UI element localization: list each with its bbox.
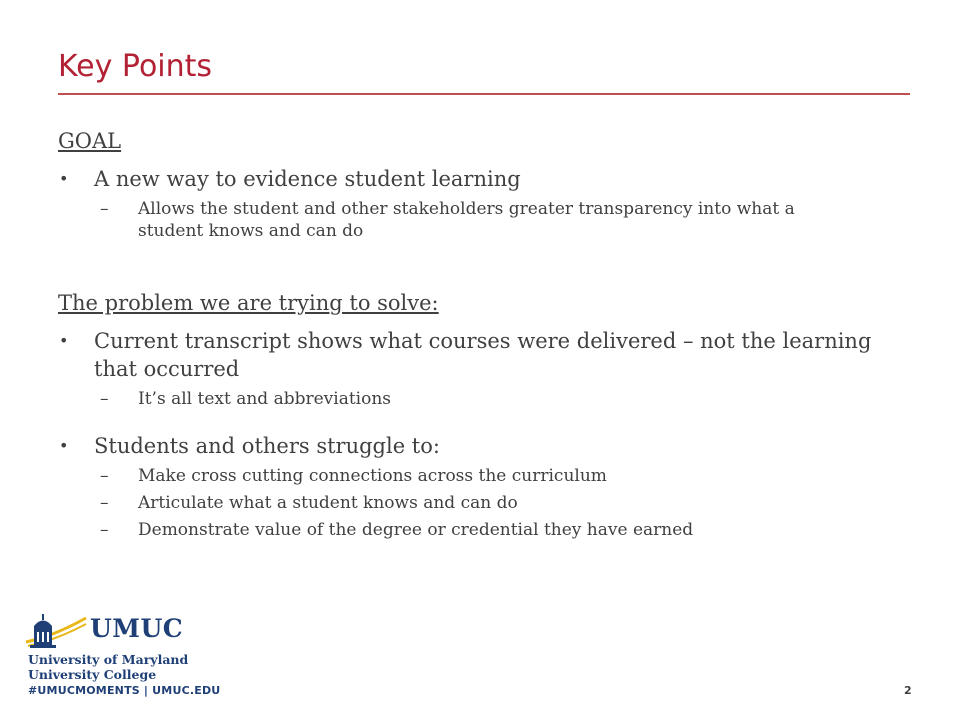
goal-heading: GOAL [58,129,122,153]
sub-bullet-text: Make cross cutting connections across the curriculum [138,466,607,486]
problem-bullet-1-text: Current transcript shows what courses were delivered – not the learning that occurred [94,329,872,381]
problem-bullet-2-sub-3 [58,519,843,541]
problem-bullet-1 [58,327,918,383]
problem-heading: The problem we are trying to solve: [58,291,439,315]
page-number: 2 [904,684,912,697]
bullet-marker: • [59,169,69,188]
problem-bullet-2-sub-1 [58,465,843,487]
problem-bullet-2-sub-2 [58,492,843,514]
problem-bullet-2-text: Students and others struggle to: [94,434,440,458]
slide-title: Key Points [58,49,213,84]
problem-bullet-1-sub-1 [58,388,843,410]
title-divider [58,93,910,95]
dash-marker: – [100,493,109,513]
spacer [58,410,918,423]
bullet-marker: • [59,436,69,455]
dome-icon [24,612,88,652]
goal-sub-bullet [58,198,843,242]
goal-sub-bullet-text: Allows the student and other stakeholders greater transparency into what a student knows and can do [138,199,795,241]
dash-marker: – [100,199,109,219]
dash-marker: – [100,389,109,409]
problem-bullet-2 [58,432,918,460]
umuc-logo [24,612,224,692]
logo-wordmark: UMUC [90,614,184,643]
spacer [58,242,918,288]
goal-bullet-text: A new way to evidence student learning [94,167,521,191]
goal-bullet [58,165,918,193]
footer-tagline: #UMUCMOMENTS | UMUC.EDU [28,684,221,697]
bullet-marker: • [59,331,69,350]
dash-marker: – [100,466,109,486]
logo-line-2: University College [28,667,157,682]
sub-bullet-text: Demonstrate value of the degree or credential they have earned [138,520,694,540]
logo-line-1: University of Maryland [28,652,189,667]
sub-bullet-text: Articulate what a student knows and can do [138,493,518,513]
sub-bullet-text: It’s all text and abbreviations [138,389,392,409]
slide-body [58,126,918,541]
dash-marker: – [100,520,109,540]
